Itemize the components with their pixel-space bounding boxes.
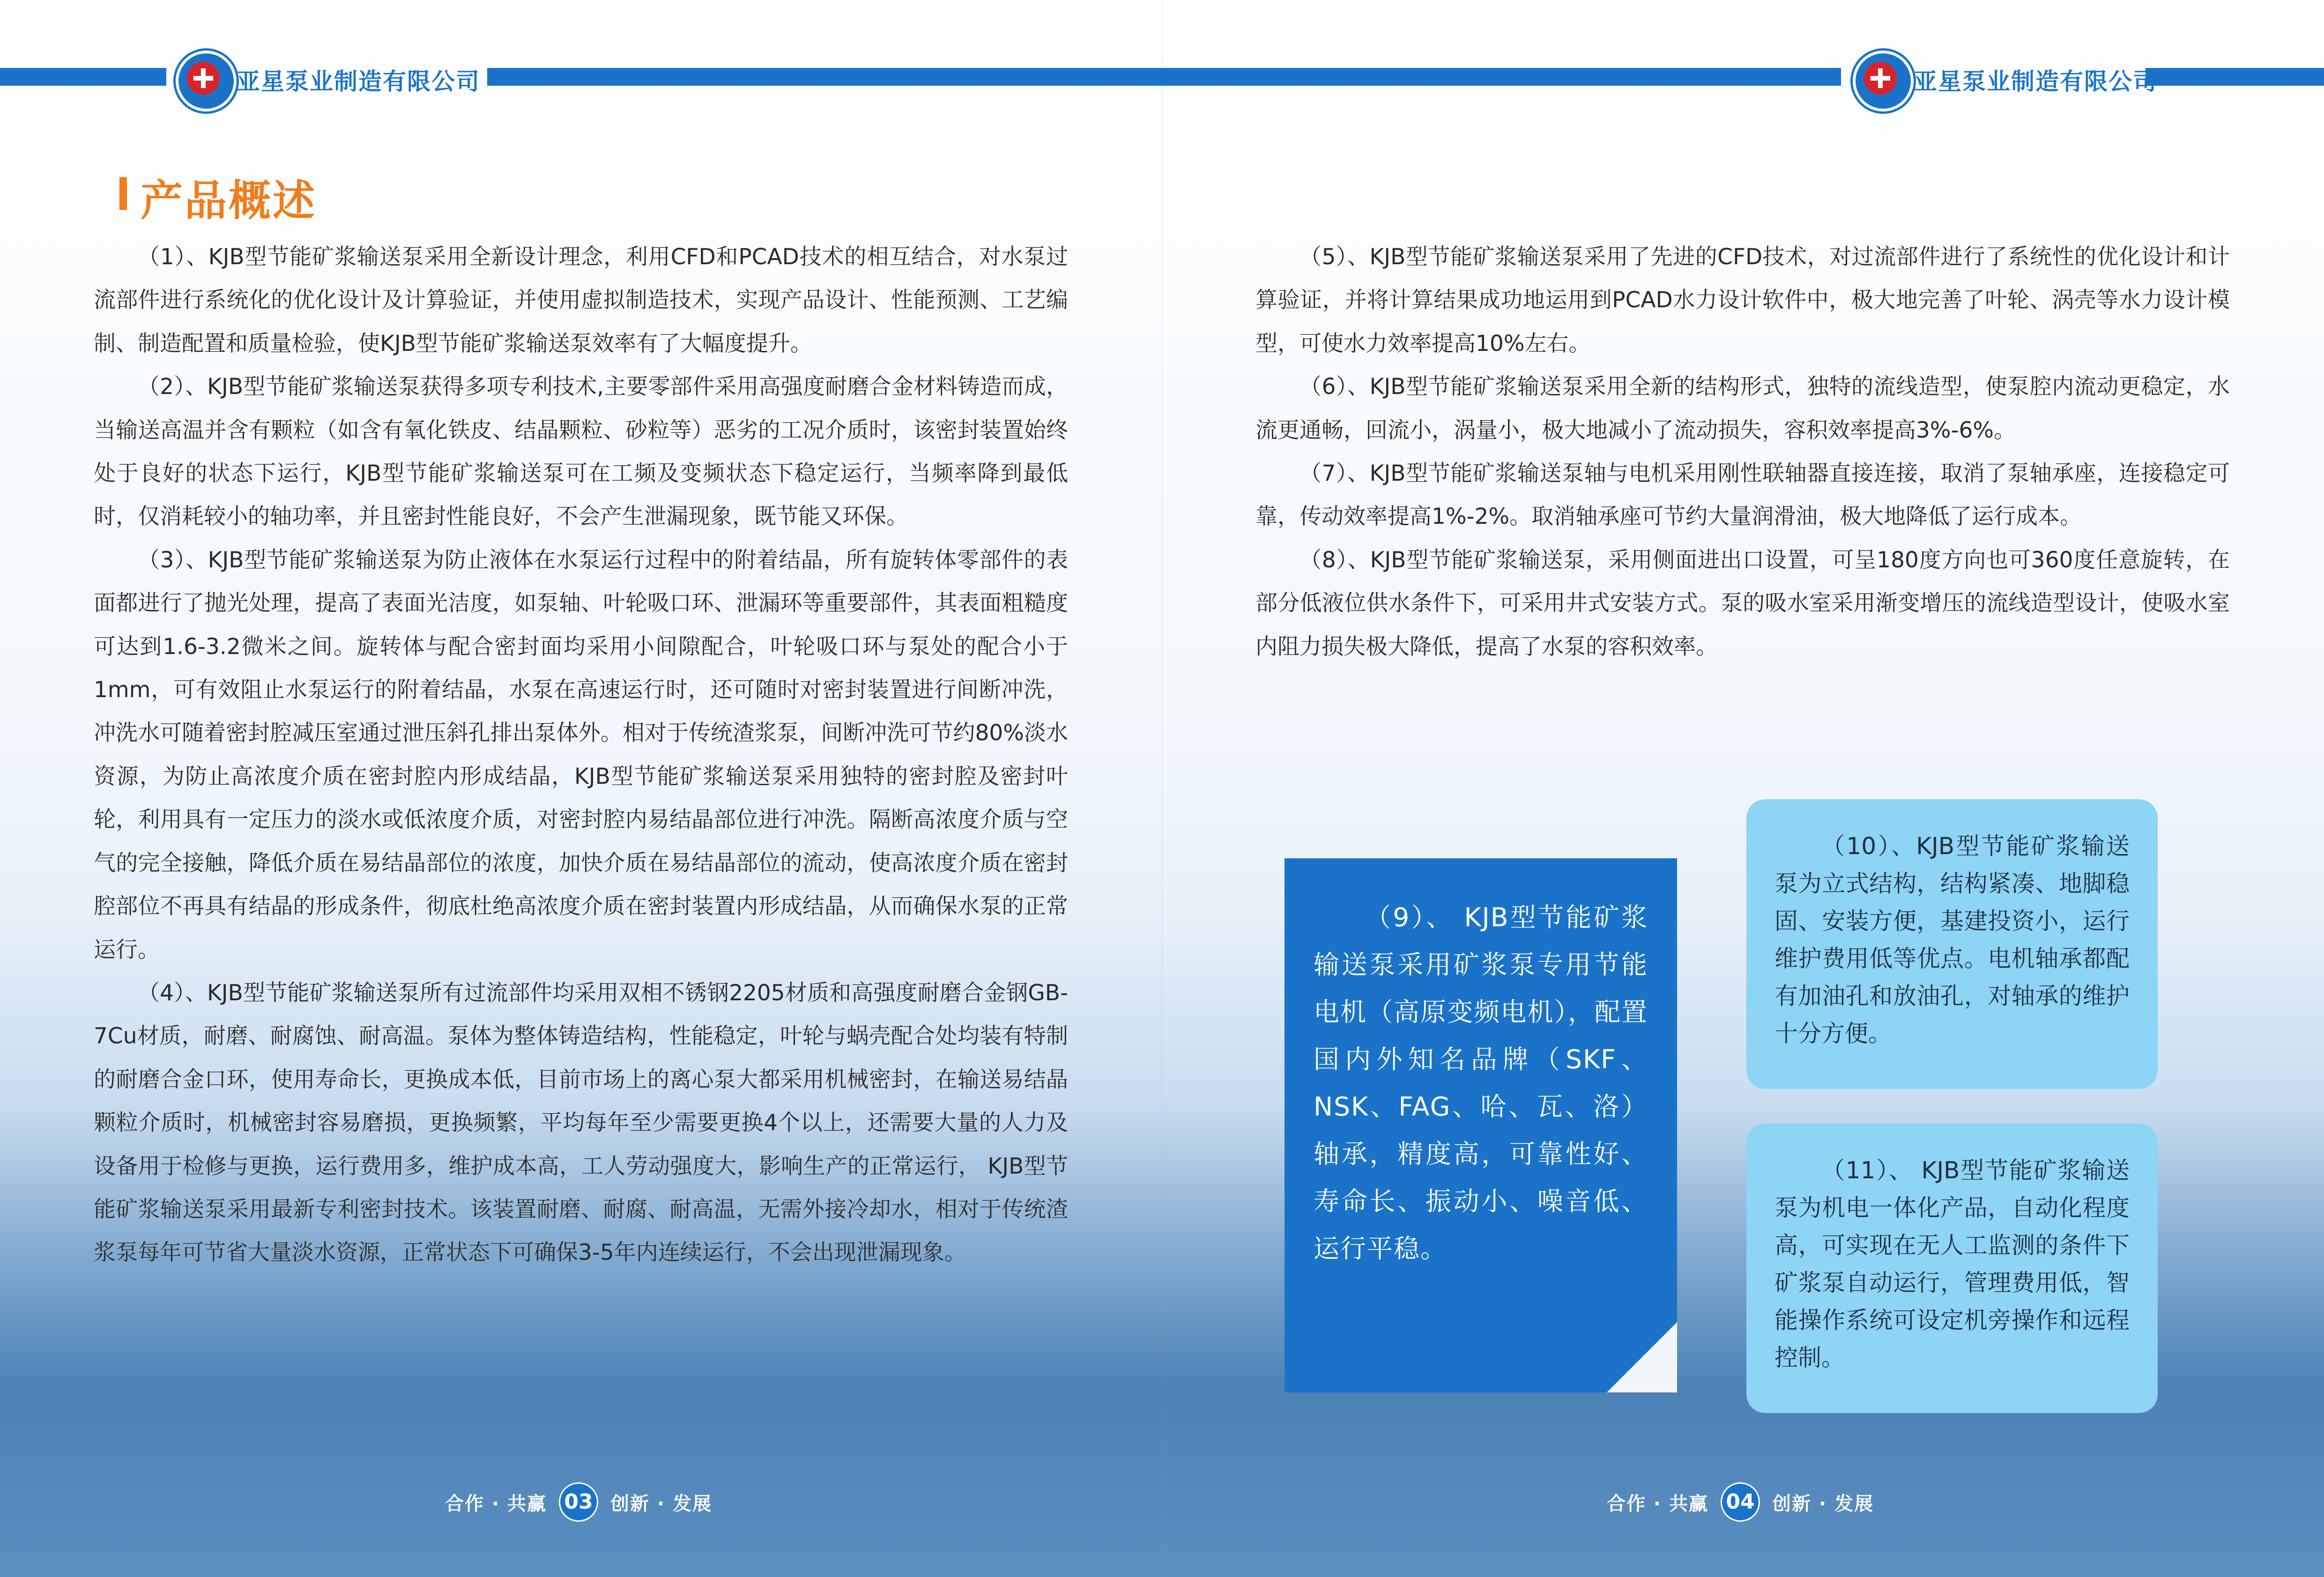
section-title: 产品概述 bbox=[141, 176, 317, 225]
footer-left bbox=[445, 1482, 712, 1520]
page-number: 03 bbox=[559, 1482, 598, 1522]
paragraph-7: （7）、KJB型节能矿浆输送泵轴与电机采用刚性联轴器直接连接，取消了泵轴承座，连接稳定可靠，传动效率提高1%-2%。取消轴承座可节约大量润滑油，极大地降低了运行成本。 bbox=[1255, 461, 2230, 530]
footer-slogan-right: 创新 · 发展 bbox=[610, 1493, 713, 1515]
feature-box-10-text: （10）、KJB型节能矿浆输送泵为立式结构，结构紧凑、地脚稳固、安装方便，基建投资小，运行维护费用低等优点。电机轴承都配有加油孔和放油孔，对轴承的维护十分方便。 bbox=[1775, 833, 2130, 1047]
feature-box-11-text: （11）、 KJB型节能矿浆输送泵为机电一体化产品，自动化程度高，可实现在无人工监测的条件下矿浆泵自动运行，管理费用低，智能操作系统可设定机旁操作和远程控制。 bbox=[1775, 1157, 2130, 1371]
footer-slogan-right: 创新 · 发展 bbox=[1772, 1493, 1874, 1515]
footer-right bbox=[1607, 1482, 1874, 1520]
footer-slogan-left: 合作 · 共赢 bbox=[445, 1493, 547, 1515]
header-bar-right bbox=[2146, 68, 2324, 86]
paragraph-5: （5）、KJB型节能矿浆输送泵采用了先进的CFD技术，对过流部件进行了系统性的优化设计和计算验证，并将计算结果成功地运用到PCAD水力设计软件中，极大地完善了叶轮、涡壳等水力设计模型，可使水力效率提高10%左右。 bbox=[1255, 244, 2230, 357]
paragraph-2: （2）、KJB型节能矿浆输送泵获得多项专利技术,主要零部件采用高强度耐磨合金材料铸造而成，当输送高温并含有颗粒（如含有氧化铁皮、结晶颗粒、砂粒等）恶劣的工况介质时，该密封装置始终处于良好的状态下运行，KJB型节能矿浆输送泵可在工频及变频状态下稳定运行，当频率降到最低时，仅消耗较小的轴功率，并且密封性能良好，不会产生泄漏现象，既节能又环保。 bbox=[94, 374, 1068, 530]
spread-divider bbox=[1162, 0, 1163, 1577]
page-number: 04 bbox=[1721, 1482, 1760, 1522]
paragraph-8: （8）、KJB型节能矿浆输送泵，采用侧面进出口设置，可呈180度方向也可360度任意旋转，在部分低液位供水条件下，可采用井式安装方式。泵的吸水室采用渐变增压的流线造型设计，使吸水室内阻力损失极大降低，提高了水泵的容积效率。 bbox=[1255, 547, 2230, 660]
right-text-column bbox=[1255, 236, 2230, 669]
company-logo-icon bbox=[1853, 51, 1914, 112]
header-bar-middle bbox=[487, 68, 1841, 86]
paragraph-3: （3）、KJB型节能矿浆输送泵为防止液体在水泵运行过程中的附着结晶，所有旋转体零部件的表面都进行了抛光处理，提高了表面光洁度，如泵轴、叶轮吸口环、泄漏环等重要部件，其表面粗糙度可达到1.6-3.2微米之间。旋转体与配合密封面均采用小间隙配合，叶轮吸口环与泵处的配合小于1mm，可有效阻止水泵运行的附着结晶，水泵在高速运行时，还可随时对密封装置进行间断冲洗，冲洗水可随着密封腔减压室通过泄压斜孔排出泵体外。相对于传统渣浆泵，间断冲洗可节约80%淡水资源，为防止高浓度介质在密封腔内形成结晶，KJB型节能矿浆输送泵采用独特的密封腔及密封叶轮，利用具有一定压力的淡水或低浓度介质，对密封腔内易结晶部位进行冲洗。隔断高浓度介质与空气的完全接触，降低介质在易结晶部位的浓度，加快介质在易结晶部位的流动，使高浓度介质在密封腔部位不再具有结晶的形成条件，彻底杜绝高浓度介质在密封装置内形成结晶，从而确保水泵的正常运行。 bbox=[94, 547, 1068, 963]
feature-box-9 bbox=[1285, 858, 1677, 1392]
paragraph-4: （4）、KJB型节能矿浆输送泵所有过流部件均采用双相不锈钢2205材质和高强度耐磨合金钢GB-7Cu材质，耐磨、耐腐蚀、耐高温。泵体为整体铸造结构，性能稳定，叶轮与蜗壳配合处均装有特制的耐磨合金口环，使用寿命长，更换成本低，目前市场上的离心泵大都采用机械密封，在输送易结晶颗粒介质时，机械密封容易磨损，更换频繁，平均每年至少需要更换4个以上，还需要大量的人力及设备用于检修与更换，运行费用多，维护成本高，工人劳动强度大，影响生产的正常运行， KJB型节能矿浆输送泵采用最新专利密封技术。该装置耐磨、耐腐、耐高温，无需外接冷却水，相对于传统渣浆泵每年可节省大量淡水资源，正常状态下可确保3-5年内连续运行，不会出现泄漏现象。 bbox=[94, 980, 1068, 1266]
feature-box-11 bbox=[1746, 1123, 2158, 1413]
feature-box-9-text: （9）、 KJB型节能矿浆输送泵采用矿浆泵专用节能电机（高原变频电机），配置国内外知名品牌（SKF、NSK、FAG、哈、瓦、洛）轴承，精度高，可靠性好、寿命长、振动小、噪音低、运行平稳。 bbox=[1314, 902, 1648, 1264]
left-text-column bbox=[94, 236, 1068, 1275]
page-curl-corner bbox=[1607, 1322, 1677, 1392]
header-bar-left bbox=[0, 68, 166, 86]
title-accent-bar bbox=[119, 177, 127, 210]
paragraph-6: （6）、KJB型节能矿浆输送泵采用全新的结构形式，独特的流线造型，使泵腔内流动更稳定，水流更通畅，回流小，涡量小，极大地减小了流动损失，容积效率提高3%-6%。 bbox=[1255, 374, 2230, 443]
company-name-right: 亚星泵业制造有限公司 bbox=[1914, 68, 2157, 95]
footer-slogan-left: 合作 · 共赢 bbox=[1607, 1493, 1709, 1515]
company-name-left: 亚星泵业制造有限公司 bbox=[237, 68, 480, 95]
paragraph-1: （1）、KJB型节能矿浆输送泵采用全新设计理念，利用CFD和PCAD技术的相互结合，对水泵过流部件进行系统化的优化设计及计算验证，并使用虚拟制造技术，实现产品设计、性能预测、工艺编制、制造配置和质量检验，使KJB型节能矿浆输送泵效率有了大幅度提升。 bbox=[94, 244, 1068, 357]
feature-box-10 bbox=[1746, 799, 2158, 1089]
company-logo-icon bbox=[176, 51, 237, 112]
